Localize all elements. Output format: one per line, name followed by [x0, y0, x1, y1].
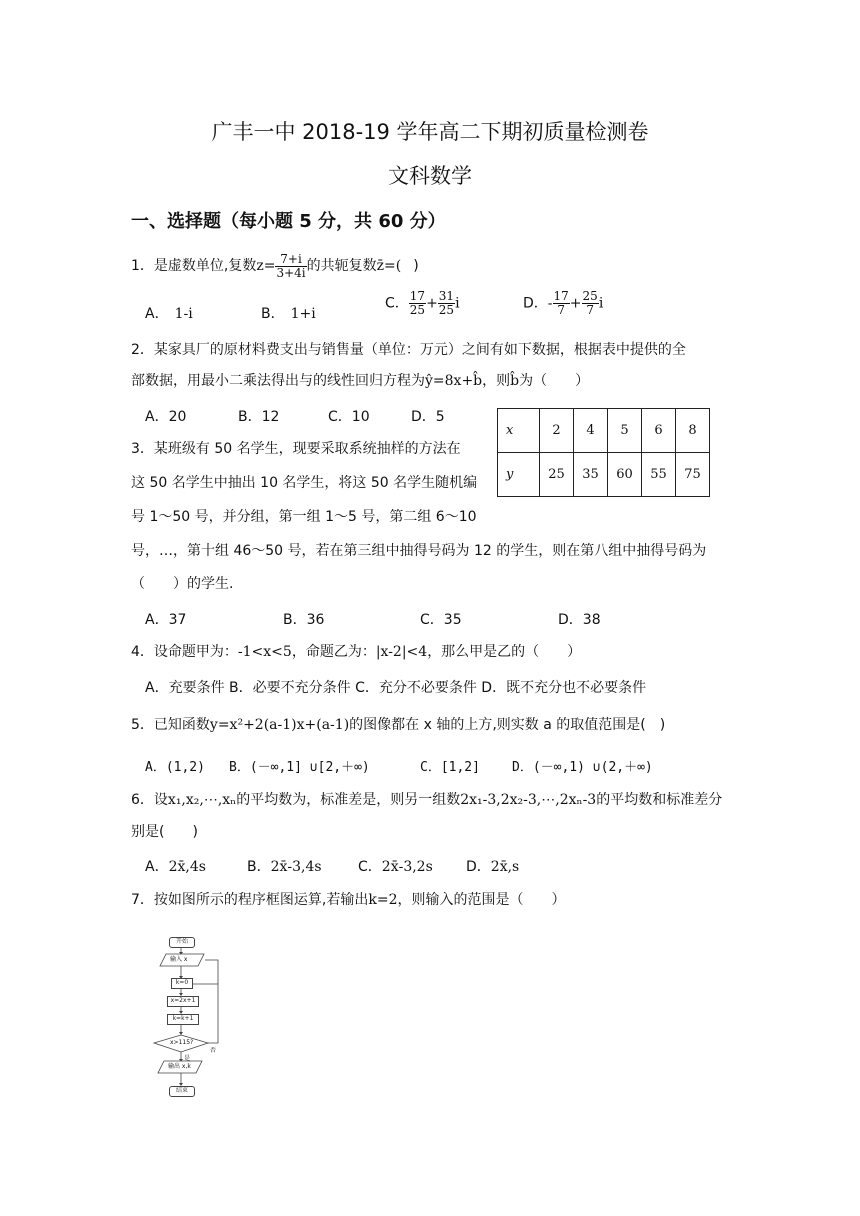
q3-option-d: D．38 — [558, 612, 601, 628]
table-cell: y — [498, 453, 540, 497]
table-cell: 55 — [642, 453, 676, 497]
table-row — [498, 409, 710, 453]
flowchart-output: 输出 x,k — [168, 1063, 191, 1070]
table-row — [498, 453, 710, 497]
table-cell: 75 — [676, 453, 710, 497]
q2-option-a: A．20 — [145, 409, 187, 425]
question-3-line4: 号，…，第十组 46～50 号，若在第三组中抽得号码为 12 的学生，则在第八组中抽得号码为 — [131, 543, 707, 559]
q6-option-a: A．2x̄,4s — [145, 859, 206, 875]
question-3-line3: 号 1～50 号，并分组，第一组 1～5 号，第二组 6～10 — [131, 509, 477, 525]
q1-fraction: $\frac{7+i}{3+4i}$ — [276, 251, 306, 280]
section-heading: 一、选择题（每小题 5 分，共 60 分） — [131, 211, 446, 232]
flowchart-increment: k=k+1 — [167, 1014, 199, 1025]
q1-option-c: C． $\frac{17}{25}$ + $\frac{31}{25}$ i — [385, 289, 460, 317]
q6-option-c: C．2x̄-3,2s — [358, 859, 433, 875]
flowchart-start: 开始 — [169, 937, 195, 948]
table-cell: 8 — [676, 409, 710, 453]
page-title: 广丰一中 2018-19 学年高二下期初质量检测卷 — [211, 120, 649, 144]
q6-option-d: D．2x̄,s — [466, 859, 520, 875]
q5-option-c: C．[1,2] — [420, 760, 480, 775]
flowchart-assign: x=2x+1 — [167, 996, 199, 1007]
question-1: 1．是虚数单位,复数z= $\frac{7+i}{3+4i}$ 的共轭复数z̄=( ) — [131, 251, 419, 280]
question-3-line1: 3．某班级有 50 名学生，现要采取系统抽样的方法在 — [131, 441, 461, 457]
table-cell: 35 — [574, 453, 608, 497]
question-6-line1: 6．设x₁,x₂,⋯,xₙ的平均数为，标准差是，则另一组数2x₁-3,2x₂-3,⋯,2xₙ-3的平均数和标准差分 — [131, 792, 723, 808]
question-3-line2: 这 50 名学生中抽出 10 名学生，将这 50 名学生随机编 — [131, 475, 478, 491]
q1-z: z= — [256, 258, 276, 274]
q5-option-a: A．(1,2) — [145, 760, 205, 775]
table-cell: 2 — [540, 409, 574, 453]
table-cell: x — [498, 409, 540, 453]
question-5: 5．已知函数y=x²+2(a-1)x+(a-1)的图像都在 x 轴的上方,则实数 a 的取值范围是( ) — [131, 717, 666, 733]
flowchart-input: 输入 x — [170, 956, 188, 963]
q2-data-table — [497, 408, 710, 497]
flowchart-init: k=0 — [171, 978, 193, 989]
flowchart-no-label: 否 — [210, 1047, 217, 1054]
q4-options: A．充要条件 B．必要不充分条件 C．充分不必要条件 D．既不充分也不必要条件 — [145, 680, 647, 696]
q1-option-d: D．- $\frac{17}{7}$ + $\frac{25}{7}$ i — [523, 289, 604, 317]
q1-text: 1．是虚数单位,复数 — [131, 258, 257, 274]
q1-option-a: A． 1-i — [145, 306, 193, 322]
table-cell: 25 — [540, 453, 574, 497]
question-3-line5: （ ）的学生. — [131, 576, 234, 592]
q2-option-b: B．12 — [238, 409, 280, 425]
question-2-line2: 部数据，用最小二乘法得出与的线性回归方程为ŷ=8x+b̂，则b̂为（ ） — [131, 373, 590, 389]
flowchart-condition: x>115? — [170, 1039, 194, 1046]
question-4: 4．设命题甲为：-1<x<5，命题乙为：|x-2|<4，那么甲是乙的（ ） — [131, 644, 582, 660]
table-cell: 4 — [574, 409, 608, 453]
q3-option-a: A．37 — [145, 612, 187, 628]
table-cell: 60 — [608, 453, 642, 497]
flowchart-yes-label: 是 — [184, 1055, 191, 1062]
table-cell: 5 — [608, 409, 642, 453]
q2-option-c: C．10 — [328, 409, 370, 425]
q6-option-b: B．2x̄-3,4s — [247, 859, 322, 875]
q2-option-d: D．5 — [411, 409, 445, 425]
q5-option-b: B．(－∞,1] ∪[2,＋∞) — [229, 760, 370, 775]
flowchart — [150, 932, 240, 1102]
q3-option-c: C．35 — [420, 612, 462, 628]
page-subtitle: 文科数学 — [388, 164, 472, 188]
question-7: 7．按如图所示的程序框图运算,若输出k=2，则输入的范围是（ ） — [131, 892, 566, 908]
q1-conj: z̄=( — [376, 258, 402, 274]
table-cell: 6 — [642, 409, 676, 453]
q1-option-b: B． 1+i — [261, 306, 316, 322]
q5-option-d: D．(－∞,1) ∪(2,＋∞) — [512, 760, 653, 775]
question-2-line1: 2．某家具厂的原材料费支出与销售量（单位：万元）之间有如下数据，根据表中提供的全 — [131, 342, 686, 358]
question-6-line2: 别是( ) — [131, 824, 198, 840]
q3-option-b: B．36 — [283, 612, 325, 628]
flowchart-end: 结束 — [169, 1086, 195, 1097]
q1-post: 的共轭复数 — [306, 258, 377, 274]
